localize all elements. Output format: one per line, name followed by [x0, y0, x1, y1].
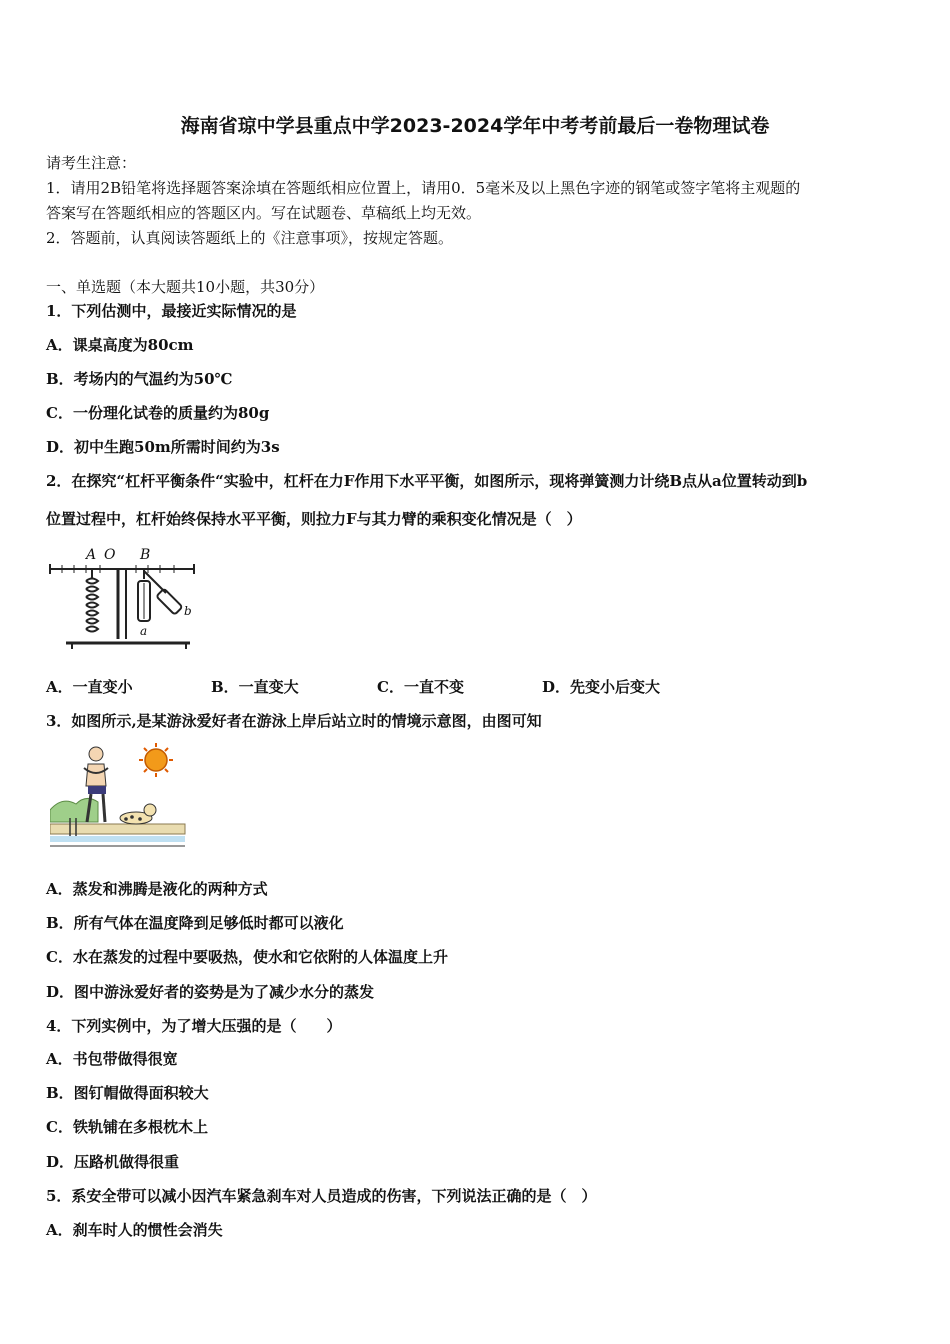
q1-option-d: D．初中生跑50m所需时间约为3s	[46, 438, 280, 456]
q2-option-c: C．一直不变	[377, 678, 464, 696]
section-heading: 一、单选题（本大题共10小题，共30分）	[46, 278, 325, 296]
label-A: A	[86, 547, 97, 563]
q3-option-a: A．蒸发和沸腾是液化的两种方式	[46, 880, 268, 898]
q2-stem-line-1: 2．在探究“杠杆平衡条件“实验中，杠杆在力F作用下水平平衡，如图所示，现将弹簧测力计绕B点从a位置转动到b	[46, 472, 808, 490]
q2-option-b: B．一直变大	[211, 678, 299, 696]
q3-option-d: D．图中游泳爱好者的姿势是为了减少水分的蒸发	[46, 983, 375, 1001]
q2-option-a: A．一直变小	[46, 678, 133, 696]
label-B: B	[140, 547, 151, 563]
q1-option-c: C．一份理化试卷的质量约为80g	[46, 404, 270, 422]
label-a: a	[140, 624, 148, 638]
q4-option-b: B．图钉帽做得面积较大	[46, 1084, 209, 1102]
page-title: 海南省琼中学县重点中学2023-2024学年中考考前最后一卷物理试卷	[180, 115, 770, 137]
q3-option-b: B．所有气体在温度降到足够低时都可以液化	[46, 914, 344, 932]
q4-option-a: A．书包带做得很宽	[46, 1050, 178, 1068]
q4-option-c: C．铁轨铺在多根枕木上	[46, 1118, 208, 1136]
notice-heading: 请考生注意：	[46, 154, 137, 172]
q4-option-d: D．压路机做得很重	[46, 1153, 180, 1171]
swimmer-figure	[50, 740, 190, 855]
q5-option-a: A．刹车时人的惯性会消失	[46, 1221, 223, 1239]
q1-option-b: B．考场内的气温约为50℃	[46, 370, 233, 388]
q1-stem: 1．下列估测中，最接近实际情况的是	[46, 302, 297, 320]
q3-option-c: C．水在蒸发的过程中要吸热，使水和它依附的人体温度上升	[46, 948, 448, 966]
q4-stem: 4．下列实例中，为了增大压强的是（ ）	[46, 1017, 342, 1035]
label-O: O	[104, 547, 116, 563]
label-b: b	[184, 604, 192, 618]
notice-line-2: 2．答题前，认真阅读答题纸上的《注意事项》，按规定答题。	[46, 229, 454, 247]
q5-stem: 5．系安全带可以减小因汽车紧急刹车对人员造成的伤害，下列说法正确的是（ ）	[46, 1187, 597, 1205]
q1-option-a: A．课桌高度为80cm	[46, 336, 194, 354]
lever-figure	[48, 543, 198, 653]
notice-line-1: 1．请用2B铅笔将选择题答案涂填在答题纸相应位置上，请用0．5毫米及以上黑色字迹的钢笔或签字笔将主观题的	[46, 179, 801, 197]
q3-stem: 3．如图所示,是某游泳爱好者在游泳上岸后站立时的情境示意图，由图可知	[46, 712, 542, 730]
notice-line-1b: 答案写在答题纸相应的答题区内。写在试题卷、草稿纸上均无效。	[46, 204, 482, 222]
q2-stem-line-2: 位置过程中，杠杆始终保持水平平衡，则拉力F与其力臂的乘积变化情况是（ ）	[46, 510, 582, 528]
q2-option-d: D．先变小后变大	[542, 678, 661, 696]
